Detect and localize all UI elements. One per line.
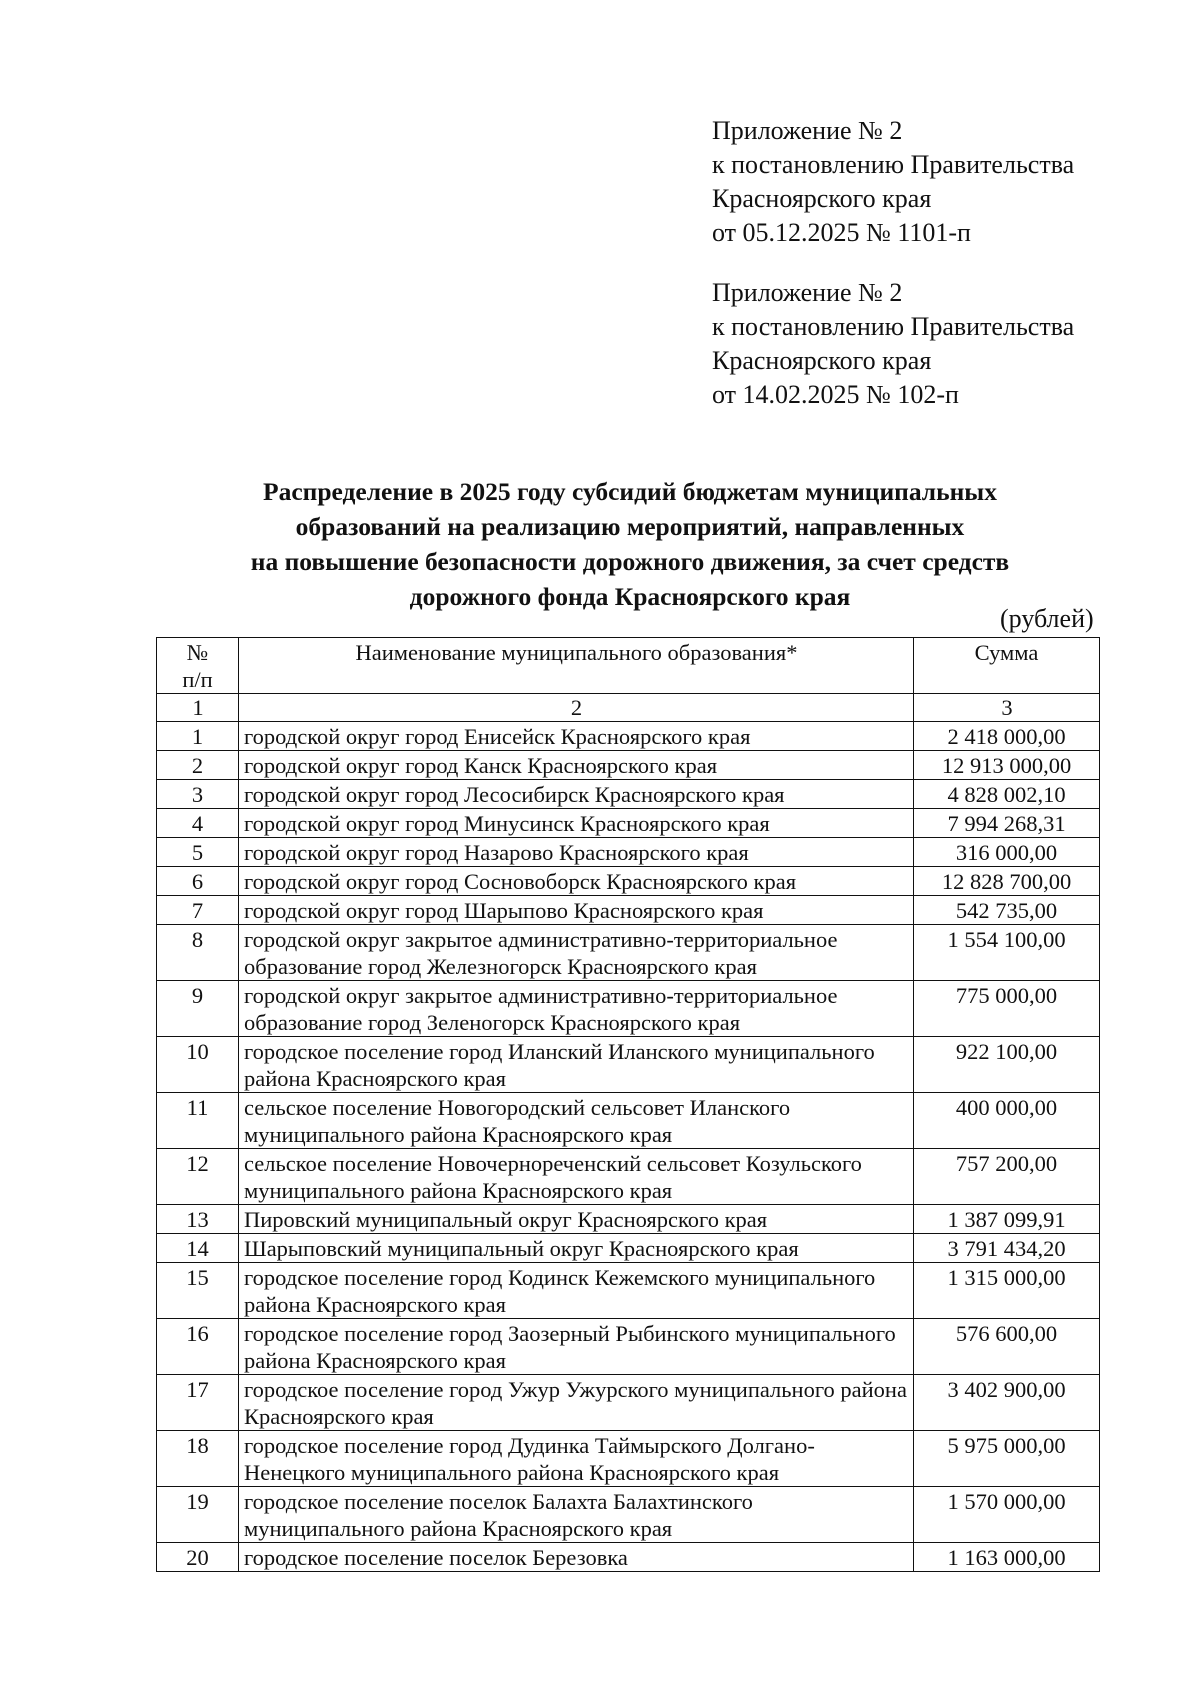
numbering-cell-2: 2: [239, 694, 914, 722]
row-municipality-name-cell: городское поселение город Кодинск Кежемского муниципального района Красноярского края: [239, 1263, 914, 1319]
row-municipality-name-cell: Пировский муниципальный округ Красноярского края: [239, 1205, 914, 1234]
numbering-cell-1: 1: [157, 694, 239, 722]
row-sum-cell: 400 000,00: [914, 1093, 1100, 1149]
row-sum-cell: 316 000,00: [914, 838, 1100, 867]
row-sum-cell: 1 554 100,00: [914, 925, 1100, 981]
table-row: [157, 925, 1100, 981]
row-number-cell: 19: [157, 1487, 239, 1543]
appendix-current-line-2: к постановлению Правительства: [712, 150, 1075, 179]
row-sum-cell: 757 200,00: [914, 1149, 1100, 1205]
numbering-cell-3: 3: [914, 694, 1100, 722]
appendix-current-line-1: Приложение № 2: [712, 116, 903, 145]
units-label: (рублей): [1000, 604, 1094, 633]
row-sum-cell: 1 387 099,91: [914, 1205, 1100, 1234]
document-title-line-1: Распределение в 2025 году субсидий бюджетам муниципальных: [263, 477, 997, 506]
table-row: [157, 838, 1100, 867]
document-title: [0, 474, 1200, 614]
table-row: [157, 780, 1100, 809]
row-number-cell: 5: [157, 838, 239, 867]
appendix-original-line-3: Красноярского края: [712, 346, 932, 375]
table-row: [157, 809, 1100, 838]
document-title-line-3: на повышение безопасности дорожного движения, за счет средств: [250, 547, 1010, 576]
row-sum-cell: 2 418 000,00: [914, 722, 1100, 751]
header-cell-number: [157, 638, 239, 694]
row-number-cell: 17: [157, 1375, 239, 1431]
appendix-current-line-3: Красноярского края: [712, 184, 932, 213]
row-municipality-name-cell: городское поселение поселок Березовка: [239, 1543, 914, 1572]
row-sum-cell: 3 402 900,00: [914, 1375, 1100, 1431]
row-number-cell: 1: [157, 722, 239, 751]
header-cell-sum: Сумма: [914, 638, 1100, 694]
row-number-cell: 11: [157, 1093, 239, 1149]
row-number-cell: 20: [157, 1543, 239, 1572]
row-municipality-name-cell: городской округ закрытое административно-территориальное образование город Зеленогорск Красноярского края: [239, 981, 914, 1037]
table-row: [157, 1093, 1100, 1149]
row-municipality-name-cell: городской округ город Сосновоборск Красноярского края: [239, 867, 914, 896]
row-sum-cell: 1 570 000,00: [914, 1487, 1100, 1543]
table-header-row: [157, 638, 1100, 694]
row-municipality-name-cell: городское поселение город Иланский Иланского муниципального района Красноярского края: [239, 1037, 914, 1093]
appendix-original-line-1: Приложение № 2: [712, 278, 903, 307]
row-municipality-name-cell: городское поселение город Заозерный Рыбинского муниципального района Красноярского края: [239, 1319, 914, 1375]
row-number-cell: 12: [157, 1149, 239, 1205]
row-number-cell: 7: [157, 896, 239, 925]
row-sum-cell: 1 315 000,00: [914, 1263, 1100, 1319]
row-municipality-name-cell: Шарыповский муниципальный округ Красноярского края: [239, 1234, 914, 1263]
row-municipality-name-cell: городской округ город Назарово Красноярского края: [239, 838, 914, 867]
table-row: [157, 751, 1100, 780]
row-municipality-name-cell: городское поселение город Дудинка Таймырского Долгано-Ненецкого муниципального района Красноярского края: [239, 1431, 914, 1487]
table-row: [157, 1375, 1100, 1431]
row-municipality-name-cell: сельское поселение Новочернореченский сельсовет Козульского муниципального района Красноярского края: [239, 1149, 914, 1205]
row-sum-cell: 12 913 000,00: [914, 751, 1100, 780]
row-sum-cell: 542 735,00: [914, 896, 1100, 925]
row-sum-cell: 12 828 700,00: [914, 867, 1100, 896]
row-municipality-name-cell: городское поселение поселок Балахта Балахтинского муниципального района Красноярского края: [239, 1487, 914, 1543]
subsidy-distribution-table: [156, 637, 1100, 1572]
row-number-cell: 9: [157, 981, 239, 1037]
table-row: [157, 1431, 1100, 1487]
document-title-line-4: дорожного фонда Красноярского края: [409, 582, 851, 611]
row-municipality-name-cell: городской округ город Канск Красноярского края: [239, 751, 914, 780]
row-number-cell: 10: [157, 1037, 239, 1093]
table-row: [157, 722, 1100, 751]
header-cell-name: Наименование муниципального образования*: [239, 638, 914, 694]
row-sum-cell: 922 100,00: [914, 1037, 1100, 1093]
table-row: [157, 1149, 1100, 1205]
table-row: [157, 981, 1100, 1037]
appendix-original-line-4: от 14.02.2025 № 102-п: [712, 380, 959, 409]
appendix-current-line-4: от 05.12.2025 № 1101-п: [712, 218, 971, 247]
row-number-cell: 4: [157, 809, 239, 838]
table-row: [157, 1543, 1100, 1572]
row-number-cell: 3: [157, 780, 239, 809]
row-number-cell: 14: [157, 1234, 239, 1263]
header-number-abbr: п/п: [182, 667, 213, 692]
table-numbering-row: [157, 694, 1100, 722]
table-row: [157, 896, 1100, 925]
row-municipality-name-cell: городской округ закрытое административно-территориальное образование город Железногорск Красноярского края: [239, 925, 914, 981]
appendix-original-line-2: к постановлению Правительства: [712, 312, 1075, 341]
row-sum-cell: 4 828 002,10: [914, 780, 1100, 809]
table-row: [157, 1205, 1100, 1234]
row-municipality-name-cell: городской округ город Шарыпово Красноярского края: [239, 896, 914, 925]
table-row: [157, 1263, 1100, 1319]
row-municipality-name-cell: городской округ город Лесосибирск Красноярского края: [239, 780, 914, 809]
row-number-cell: 15: [157, 1263, 239, 1319]
row-municipality-name-cell: городской округ город Минусинск Красноярского края: [239, 809, 914, 838]
row-municipality-name-cell: сельское поселение Новогородский сельсовет Иланского муниципального района Красноярского края: [239, 1093, 914, 1149]
row-number-cell: 8: [157, 925, 239, 981]
row-number-cell: 16: [157, 1319, 239, 1375]
appendix-current-block: [712, 114, 1182, 250]
row-sum-cell: 5 975 000,00: [914, 1431, 1100, 1487]
row-number-cell: 13: [157, 1205, 239, 1234]
row-number-cell: 6: [157, 867, 239, 896]
header-number-sign: №: [186, 640, 209, 665]
row-number-cell: 2: [157, 751, 239, 780]
row-sum-cell: 576 600,00: [914, 1319, 1100, 1375]
row-municipality-name-cell: городской округ город Енисейск Красноярского края: [239, 722, 914, 751]
row-sum-cell: 1 163 000,00: [914, 1543, 1100, 1572]
document-title-line-2: образований на реализацию мероприятий, направленных: [295, 512, 965, 541]
row-number-cell: 18: [157, 1431, 239, 1487]
row-sum-cell: 775 000,00: [914, 981, 1100, 1037]
table-row: [157, 1487, 1100, 1543]
appendix-original-block: [712, 276, 1182, 412]
table-row: [157, 1234, 1100, 1263]
row-sum-cell: 3 791 434,20: [914, 1234, 1100, 1263]
table-row: [157, 1037, 1100, 1093]
table-row: [157, 1319, 1100, 1375]
table-body: [157, 638, 1100, 1572]
table-row: [157, 867, 1100, 896]
row-municipality-name-cell: городское поселение город Ужур Ужурского муниципального района Красноярского края: [239, 1375, 914, 1431]
row-sum-cell: 7 994 268,31: [914, 809, 1100, 838]
